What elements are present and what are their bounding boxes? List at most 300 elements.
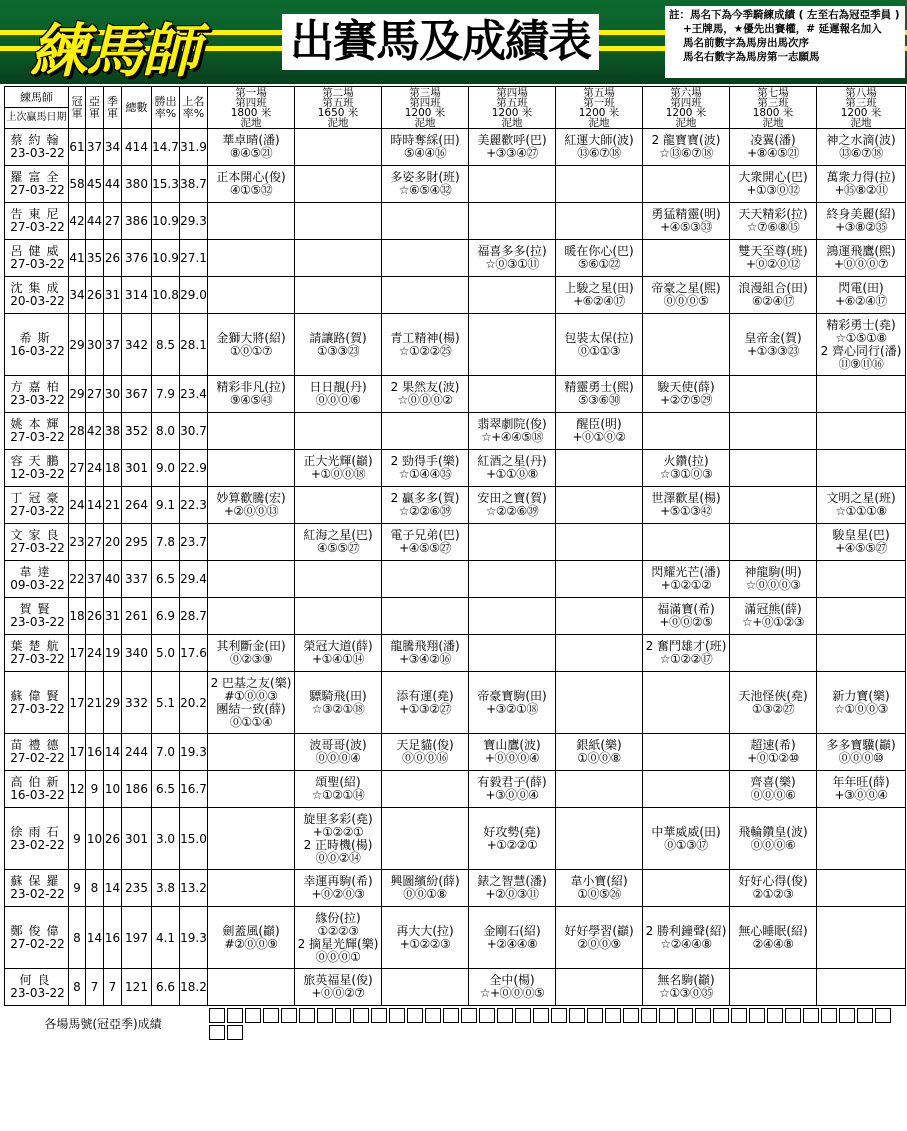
header-row	[5, 87, 906, 129]
result-box[interactable]	[803, 1008, 819, 1023]
result-box[interactable]	[857, 1008, 873, 1023]
win-col-header: 冠軍	[69, 87, 86, 129]
result-box[interactable]	[821, 1008, 837, 1023]
last-win-date: 27-03-22	[10, 541, 65, 555]
stat-tot: 295	[122, 524, 152, 561]
stat-t: 19	[104, 635, 122, 672]
race-entry-cell	[382, 524, 469, 561]
table-row	[5, 376, 906, 413]
result-box[interactable]	[767, 1008, 783, 1023]
race-entry-cell	[556, 969, 643, 1006]
trainer-cell	[5, 672, 69, 734]
race-race: 第六場	[670, 86, 702, 99]
race-entry-cell	[208, 413, 295, 450]
trainer-name: 葉楚航	[10, 639, 65, 653]
stat-tot: 264	[122, 487, 152, 524]
result-box[interactable]	[389, 1008, 405, 1023]
race-entry-cell	[469, 376, 556, 413]
horse-record: ②⓪⓪⑨	[577, 936, 621, 951]
stat-wr: 6.5	[152, 771, 180, 808]
result-box[interactable]	[299, 1008, 315, 1023]
horse-name: 翡翠劇院(俊)	[477, 417, 547, 431]
result-box[interactable]	[443, 1008, 459, 1023]
horse-record: +④⑤③㉝	[660, 220, 712, 234]
trainer-cell	[5, 413, 69, 450]
note-line: 馬名前數字為馬房出馬次序	[683, 37, 809, 49]
result-box[interactable]	[659, 1008, 675, 1023]
race-entry-cell	[469, 129, 556, 166]
horse-name: 上駿之星(田)	[564, 281, 634, 295]
result-box[interactable]	[497, 1008, 513, 1023]
table-row	[5, 907, 906, 969]
stat-w: 22	[69, 561, 86, 598]
horse-name: 添有運(堯)	[396, 688, 454, 703]
horse-record: ☆⑥⑤④㉜	[398, 183, 452, 197]
horse-record: ☆①②①⑭	[311, 788, 365, 802]
placerate-col-header: 上名率%	[180, 87, 208, 129]
horse-record: +①⓪⓪⑱	[310, 467, 366, 481]
stat-s: 16	[86, 734, 104, 771]
stat-pr: 38.7	[180, 166, 208, 203]
stat-wr: 5.0	[152, 635, 180, 672]
result-boxes	[208, 1006, 906, 1041]
horse-record: ☆①④④㉟	[398, 467, 452, 481]
horse-record: ⑤⑥①㉒	[577, 257, 621, 271]
stat-t: 27	[104, 203, 122, 240]
stat-w: 42	[69, 203, 86, 240]
horse-name: 福喜多多(拉)	[477, 244, 547, 258]
race-header-1	[208, 87, 295, 129]
horse-record: +⑮⑧②⑪	[834, 183, 888, 197]
winrate-col-header: 勝出率%	[152, 87, 180, 129]
race-entry-cell	[469, 487, 556, 524]
horse-record: +④⑤⑤㉗	[399, 541, 451, 555]
stat-pr: 23.4	[180, 376, 208, 413]
race-entry-cell	[469, 771, 556, 808]
stat-w: 8	[69, 969, 86, 1006]
trainer-name: 蘇保羅	[10, 874, 65, 888]
horse-name: 美麗歡呼(巴)	[477, 133, 547, 147]
horse-name: 青工精神(楊)	[390, 330, 460, 345]
horse-name: 神之水滴(波)	[826, 133, 896, 147]
horse-name: 驃騎飛(田)	[309, 688, 367, 703]
horse-record: +①①⓪⑧	[486, 467, 538, 481]
trainer-cell	[5, 450, 69, 487]
horse-record: ☆⓪③①⑪	[485, 257, 539, 271]
stat-w: 9	[69, 808, 86, 870]
result-box[interactable]	[335, 1008, 351, 1023]
horse-name: 韋小寶(紹)	[570, 874, 628, 888]
horse-record: ①⓪⓪⑧	[577, 751, 621, 765]
stat-w: 24	[69, 487, 86, 524]
horse-record: ⓪①①③	[577, 343, 621, 358]
horse-name: 華卓晴(潘)	[222, 133, 280, 147]
race-entry-cell	[208, 240, 295, 277]
horse-name: 文明之星(班)	[826, 491, 896, 505]
trainer-name: 呂健威	[10, 244, 65, 258]
table-row	[5, 808, 906, 870]
trainer-cell	[5, 203, 69, 240]
race-entry-cell	[817, 635, 906, 672]
stat-wr: 4.1	[152, 907, 180, 969]
race-entry-cell	[556, 240, 643, 277]
race-class: 第三班	[757, 96, 789, 109]
stat-pr: 29.0	[180, 277, 208, 314]
race-race: 第七場	[757, 86, 789, 99]
stat-pr: 17.6	[180, 635, 208, 672]
horse-name: 醒臣(明)	[576, 417, 622, 431]
race-entry-cell	[556, 314, 643, 376]
race-entry-cell	[208, 203, 295, 240]
horse-name: 紅酒之星(丹)	[477, 454, 547, 468]
race-entry-cell	[295, 635, 382, 672]
stat-s: 30	[86, 314, 104, 376]
last-win-date: 27-03-22	[10, 183, 65, 197]
trainer-cell	[5, 314, 69, 376]
result-box[interactable]	[569, 1008, 585, 1023]
race-entry-cell	[295, 413, 382, 450]
race-dist: 1200 米	[578, 106, 620, 119]
result-box[interactable]	[209, 1008, 225, 1023]
horse-record: +①②②①	[486, 837, 538, 852]
race-class: 第四班	[670, 96, 702, 109]
last-win-date: 23-03-22	[10, 986, 65, 1000]
race-entry-cell	[382, 203, 469, 240]
horse-name: 駿天使(薛)	[657, 380, 715, 394]
page-title: 練馬師	[30, 17, 199, 84]
race-entry-cell	[382, 771, 469, 808]
race-entry-cell	[556, 376, 643, 413]
horse-name: 寶山鷹(波)	[483, 738, 541, 752]
race-entry-cell	[643, 734, 730, 771]
stat-tot: 414	[122, 129, 152, 166]
race-entry-cell	[730, 907, 817, 969]
race-entry-cell	[382, 450, 469, 487]
race-entry-cell	[556, 907, 643, 969]
result-box[interactable]	[425, 1008, 441, 1023]
trainer-name: 沈集成	[10, 281, 65, 295]
result-box[interactable]	[731, 1008, 747, 1023]
race-entry-cell	[730, 561, 817, 598]
horse-record: ☆+⓪①②③	[741, 615, 805, 629]
race-entry-cell	[730, 524, 817, 561]
stat-pr: 13.2	[180, 870, 208, 907]
trainer-name: 蘇偉賢	[10, 688, 65, 703]
table-row	[5, 240, 906, 277]
horse-record: ⓪⓪⓪⑥	[315, 393, 361, 407]
horse-name: 緣份(拉)	[315, 910, 361, 925]
result-box[interactable]	[839, 1008, 855, 1023]
race-entry-cell	[730, 413, 817, 450]
horse-record: ☆⑦⑥⑧⑮	[746, 220, 800, 234]
result-box[interactable]	[245, 1008, 261, 1023]
race-entry-cell	[817, 240, 906, 277]
table-row	[5, 870, 906, 907]
horse-record: ⑪⑨⑪⑯	[838, 356, 884, 371]
result-box[interactable]	[749, 1008, 765, 1023]
last-win-date: 27-02-22	[10, 936, 65, 951]
horse-name: 超速(希)	[750, 738, 796, 752]
stat-wr: 14.7	[152, 129, 180, 166]
result-box[interactable]	[227, 1025, 243, 1040]
race-entry-cell	[208, 561, 295, 598]
race-entry-cell	[295, 672, 382, 734]
stat-w: 58	[69, 166, 86, 203]
horse-name: 鴻運飛鷹(熙)	[826, 244, 896, 258]
horse-name: 2 勁得手(樂)	[390, 454, 460, 468]
stat-t: 10	[104, 771, 122, 808]
horse-name: 旅英福星(俊)	[303, 973, 373, 987]
race-entry-cell	[295, 808, 382, 870]
stat-pr: 19.3	[180, 907, 208, 969]
race-entry-cell	[643, 129, 730, 166]
horse-record: ④⑤⑤㉗	[316, 541, 360, 555]
horse-name: 2 摘星光輝(樂)	[297, 936, 379, 951]
stat-s: 14	[86, 907, 104, 969]
race-entry-cell	[643, 598, 730, 635]
stat-t: 30	[104, 376, 122, 413]
horse-name: 正大光輝(巓)	[303, 454, 373, 468]
race-entry-cell	[643, 240, 730, 277]
trainer-cell	[5, 561, 69, 598]
trainer-results-table	[4, 86, 906, 1040]
race-entry-cell	[643, 413, 730, 450]
horse-record: ☆⓪⓪⓪②	[397, 393, 453, 407]
stat-tot: 314	[122, 277, 152, 314]
stat-t: 31	[104, 598, 122, 635]
stat-w: 34	[69, 277, 86, 314]
stat-t: 26	[104, 808, 122, 870]
race-race: 第四場	[496, 86, 528, 99]
horse-record: #①⓪⓪③	[224, 688, 278, 703]
result-box[interactable]	[785, 1008, 801, 1023]
stat-s: 44	[86, 203, 104, 240]
horse-record: ⑬⑥⑦⑱	[839, 146, 883, 160]
result-box[interactable]	[533, 1008, 549, 1023]
race-entry-cell	[469, 969, 556, 1006]
result-box[interactable]	[353, 1008, 369, 1023]
horse-record: +③②①⑱	[486, 701, 538, 716]
stat-tot: 386	[122, 203, 152, 240]
race-track: 泥地	[588, 116, 610, 129]
result-box[interactable]	[641, 1008, 657, 1023]
stat-pr: 15.0	[180, 808, 208, 870]
horse-name: 天池怪俠(堯)	[738, 688, 808, 703]
horse-name: 金剛石(紹)	[483, 923, 541, 938]
stat-wr: 10.8	[152, 277, 180, 314]
stat-wr: 8.5	[152, 314, 180, 376]
stat-wr: 7.8	[152, 524, 180, 561]
race-entry-cell	[817, 672, 906, 734]
result-box[interactable]	[713, 1008, 729, 1023]
table-row	[5, 450, 906, 487]
stat-wr: 10.9	[152, 203, 180, 240]
stat-s: 24	[86, 450, 104, 487]
trainer-name: 文家良	[10, 528, 65, 542]
table-row	[5, 129, 906, 166]
horse-record: ④①⑤㉜	[229, 183, 273, 197]
stat-s: 27	[86, 376, 104, 413]
race-dist: 1200 米	[404, 106, 446, 119]
horse-name: 多多寶驥(巓)	[826, 738, 896, 752]
race-entry-cell	[382, 969, 469, 1006]
result-box[interactable]	[461, 1008, 477, 1023]
horse-name: 2 勝利鐘聲(紹)	[645, 923, 727, 938]
footer-row	[5, 1006, 906, 1041]
horse-record: ⑥②④⑰	[751, 294, 795, 308]
result-box[interactable]	[263, 1008, 279, 1023]
race-entry-cell	[643, 203, 730, 240]
race-track: 泥地	[762, 116, 784, 129]
result-box[interactable]	[605, 1008, 621, 1023]
horse-name: 好好學習(巓)	[564, 923, 634, 938]
horse-name: 好好心得(俊)	[738, 874, 808, 888]
stat-tot: 235	[122, 870, 152, 907]
result-box[interactable]	[407, 1008, 423, 1023]
trainer-cell	[5, 771, 69, 808]
race-entry-cell	[817, 771, 906, 808]
horse-name: 日日靚(丹)	[309, 380, 367, 394]
race-entry-cell	[295, 240, 382, 277]
horse-name: 無名駒(巓)	[657, 973, 715, 987]
stat-t: 14	[104, 870, 122, 907]
race-entry-cell	[469, 524, 556, 561]
result-box[interactable]	[875, 1008, 891, 1023]
result-box[interactable]	[479, 1008, 495, 1023]
race-entry-cell	[295, 376, 382, 413]
race-entry-cell	[208, 277, 295, 314]
result-box[interactable]	[281, 1008, 297, 1023]
trainer-name: 告東尼	[10, 207, 65, 221]
horse-name: 浪漫組合(田)	[738, 281, 808, 295]
race-entry-cell	[730, 240, 817, 277]
horse-name: 請讓路(賀)	[309, 330, 367, 345]
race-entry-cell	[556, 808, 643, 870]
horse-record: ☆①②②㉕	[398, 343, 452, 358]
stat-t: 34	[104, 129, 122, 166]
horse-name: 金獅大將(紹)	[216, 330, 286, 345]
result-box[interactable]	[371, 1008, 387, 1023]
stat-t: 21	[104, 487, 122, 524]
race-race: 第二場	[322, 86, 354, 99]
horse-name: 滿冠熊(薛)	[744, 602, 802, 616]
horse-record: ☆①⓪⓪③	[834, 701, 888, 716]
stat-tot: 342	[122, 314, 152, 376]
horse-name: 中華威威(田)	[651, 824, 721, 839]
race-race: 第一場	[235, 86, 267, 99]
trainer-cell	[5, 277, 69, 314]
result-box[interactable]	[587, 1008, 603, 1023]
race-entry-cell	[556, 734, 643, 771]
race-entry-cell	[817, 203, 906, 240]
horse-record: +⑧④⑤㉑	[747, 146, 799, 160]
table-row	[5, 771, 906, 808]
race-entry-cell	[817, 277, 906, 314]
stat-wr: 3.0	[152, 808, 180, 870]
trainer-cell	[5, 870, 69, 907]
horse-record: +①③⓪⑫	[746, 183, 800, 197]
race-entry-cell	[208, 672, 295, 734]
total-col-header: 總數	[122, 87, 152, 129]
result-box[interactable]	[515, 1008, 531, 1023]
race-entry-cell	[556, 771, 643, 808]
race-entry-cell	[730, 969, 817, 1006]
race-class: 第五班	[322, 96, 354, 109]
horse-record: +③⓪⓪④	[834, 788, 888, 802]
result-box[interactable]	[317, 1008, 333, 1023]
horse-record: ②①②③	[752, 887, 794, 901]
race-entry-cell	[817, 129, 906, 166]
stat-tot: 376	[122, 240, 152, 277]
stat-s: 24	[86, 635, 104, 672]
race-dist: 1800 米	[752, 106, 794, 119]
race-entry-cell	[643, 487, 730, 524]
horse-name: 團結一致(薛)	[216, 701, 286, 716]
result-box[interactable]	[695, 1008, 711, 1023]
race-entry-cell	[208, 376, 295, 413]
race-entry-cell	[469, 672, 556, 734]
stat-wr: 10.9	[152, 240, 180, 277]
race-entry-cell	[730, 166, 817, 203]
race-entry-cell	[817, 734, 906, 771]
trainer-name: 賀賢	[19, 602, 56, 616]
stat-tot: 340	[122, 635, 152, 672]
horse-name: 2 齊心同行(潘)	[820, 343, 902, 358]
stat-pr: 27.1	[180, 240, 208, 277]
trainer-name: 希斯	[19, 330, 56, 345]
race-entry-cell	[817, 450, 906, 487]
horse-name: 榮冠大道(薛)	[303, 639, 373, 653]
last-win-date: 16-03-22	[10, 343, 65, 358]
horse-name: 勇猛精靈(明)	[651, 207, 721, 221]
stat-wr: 3.8	[152, 870, 180, 907]
horse-record: +⓪①②⑩	[747, 751, 799, 765]
horse-record: ☆②②⑥㊴	[398, 504, 452, 518]
horse-record: ⓪⓪⓪⑥	[750, 837, 796, 852]
horse-record: +③⓪⓪④	[485, 788, 539, 802]
horse-name: 銀紙(樂)	[576, 738, 622, 752]
horse-record: ⑤④④⑯	[403, 146, 447, 160]
result-box[interactable]	[677, 1008, 693, 1023]
horse-name: 精靈勇士(熙)	[564, 380, 634, 394]
result-box[interactable]	[227, 1008, 243, 1023]
horse-record: #②⓪⓪⑨	[224, 936, 278, 951]
horse-record: ⓪⓪⓪④	[315, 751, 361, 765]
horse-name: 再大大(拉)	[396, 923, 454, 938]
horse-name: 世澤歡星(楊)	[651, 491, 721, 505]
stat-tot: 337	[122, 561, 152, 598]
race-track: 泥地	[327, 116, 349, 129]
race-entry-cell	[295, 203, 382, 240]
table-row	[5, 635, 906, 672]
horse-name: 終身美麗(紹)	[826, 207, 896, 221]
result-box[interactable]	[623, 1008, 639, 1023]
table-row	[5, 598, 906, 635]
trainer-name: 鄭俊偉	[10, 923, 65, 938]
result-box[interactable]	[209, 1025, 225, 1040]
horse-record: ☆⓪⓪⓪③	[745, 578, 801, 592]
race-entry-cell	[817, 808, 906, 870]
stat-s: 10	[86, 808, 104, 870]
table-row	[5, 203, 906, 240]
horse-record: ☆①⑤①⑧	[835, 330, 887, 345]
horse-name: 皇帝金(賀)	[744, 330, 802, 345]
stat-pr: 22.9	[180, 450, 208, 487]
result-box[interactable]	[551, 1008, 567, 1023]
stat-w: 12	[69, 771, 86, 808]
horse-name: 閃電(田)	[838, 281, 884, 295]
race-entry-cell	[730, 129, 817, 166]
